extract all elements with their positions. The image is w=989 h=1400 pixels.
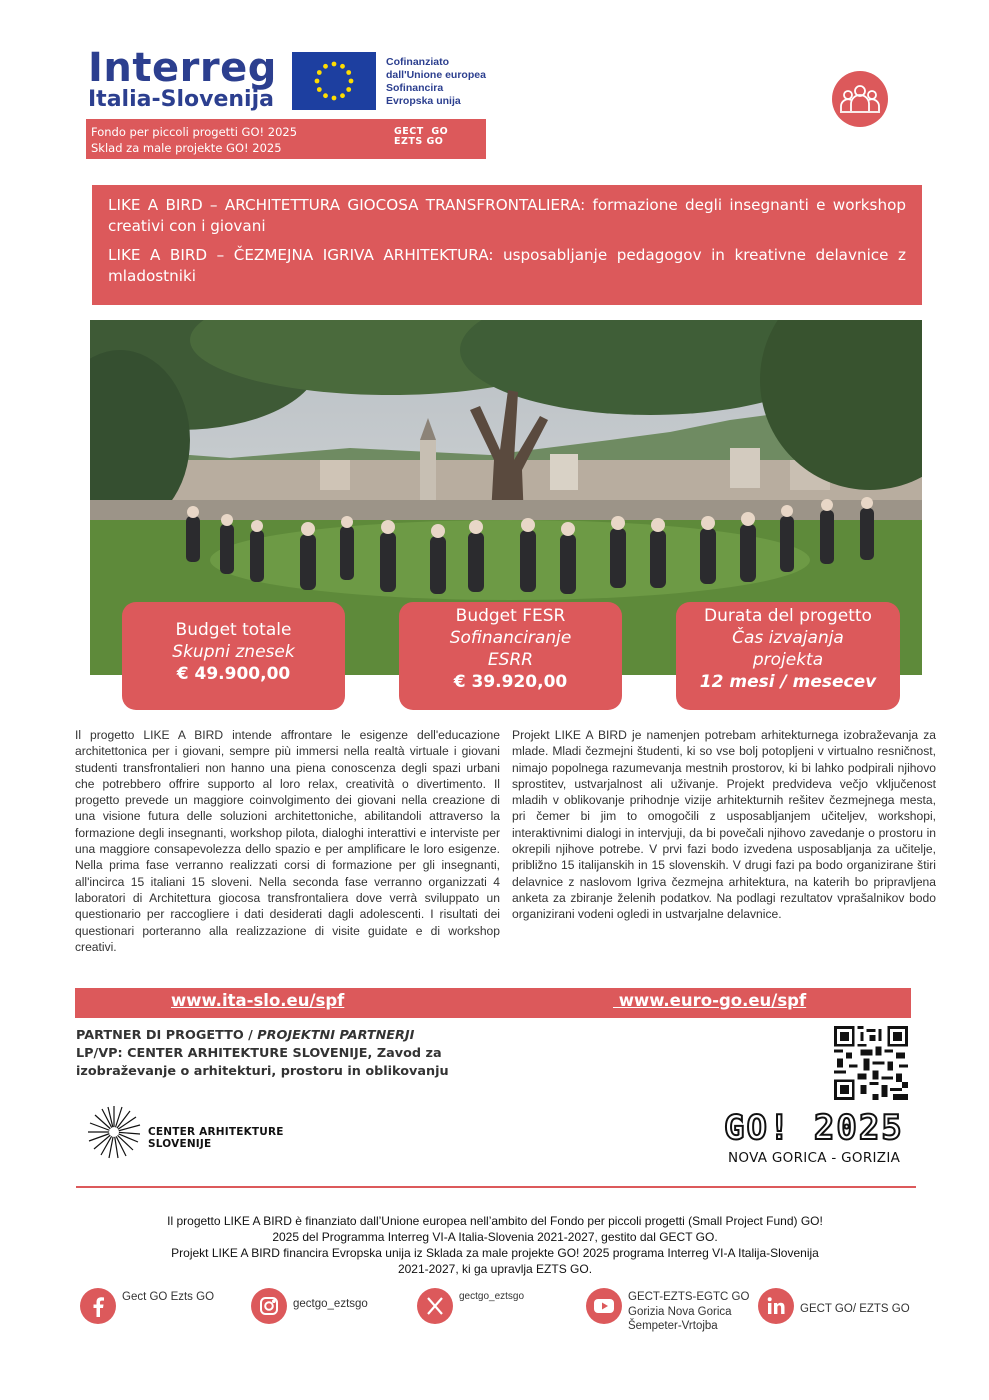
partners-heading-sl: PROJEKTNI PARTNERJI — [257, 1028, 415, 1043]
lead-partner-line: izobraževanje o arhitekturi, prostoru in oblikovanju — [76, 1064, 449, 1079]
funding-note-line: 2021-2027, ki ga upravlja EZTS GO. — [397, 1262, 593, 1276]
description-italian: Il progetto LIKE A BIRD intende affrontare le esigenze dell'educazione architettonica per i giovani, sempre più immersi nella realtà virtuale i giovani studenti transfrontalieri non hanno una piena conoscenza degli spazi urbani che potrebbero offrire supporto al loro relax, creatività o divertimento. Il progetto prevede un maggiore coinvolgimento dei giovani nella creazione di una visione futura delle soluzioni architettoniche, abilitandoli attraverso la formazione degli insegnanti, workshop pilota, dialoghi interattivi e interviste per una maggiore consapevolezza dello spazio e per amplificare le loro esigenze. Nella prima fase verranno realizzati corsi di formazione per gli insegnanti, all'incirca 15 italiani 15 sloveni. Nella seconda fase verranno organizzati 4 laboratori di Architettura giocosa transfrontaliera dove verrà sviluppato un questionario per raccogliere i dati desiderati dagli adolescenti. I risultati dei questionari porteranno alla realizzazione di visite guidate e di workshop creativi. — [75, 728, 500, 954]
social-label-line: gectgo_eztsgo — [459, 1291, 525, 1302]
social-label-line: Gorizia Nova Gorica — [628, 1305, 732, 1318]
link-bar — [75, 988, 911, 1018]
gect-go-logo — [394, 127, 448, 147]
center-arhitekture-name: CENTER ARHITEKTURE SLOVENIJE — [148, 1126, 284, 1150]
youtube-icon[interactable] — [586, 1288, 622, 1324]
social-label-line: Gect GO Ezts GO — [122, 1291, 215, 1303]
social-linkedin[interactable] — [758, 1288, 918, 1338]
social-x[interactable] — [417, 1288, 567, 1338]
gect-line: EZTS GO — [394, 136, 444, 147]
people-group-icon — [832, 71, 888, 127]
duration-card — [676, 602, 900, 710]
x-icon[interactable] — [417, 1288, 453, 1324]
card-subtitle: Čas izvajanja — [732, 628, 844, 648]
interreg-wordmark: Interreg — [88, 45, 277, 91]
title-italian: LIKE A BIRD – ARCHITETTURA GIOCOSA TRANSFRONTALIERA: formazione degli insegnanti e workshop creativi con i giovani — [108, 196, 906, 235]
go-2025-title: GO! 2025 — [724, 1108, 904, 1148]
card-value: 12 mesi / mesecev — [699, 672, 877, 692]
cofinance-line: Evropska unija — [386, 95, 461, 107]
center-arhitekture-logo — [86, 1104, 346, 1164]
budget-fesr-card — [399, 602, 622, 710]
cofinance-text — [386, 56, 486, 108]
social-linkedin-label — [800, 1302, 910, 1317]
euro-go-link[interactable]: www.euro-go.eu/spf — [613, 991, 807, 1010]
social-label-line: gectgo_eztsgo — [293, 1298, 368, 1310]
social-label-line: GECT-EZTS-EGTC GO — [628, 1291, 750, 1303]
instagram-icon[interactable] — [251, 1288, 287, 1324]
lead-partner-line: LP/VP: CENTER ARHITEKTURE SLOVENIJE, Zavod za — [76, 1046, 442, 1061]
funding-note-line: Il progetto LIKE A BIRD è finanziato dall’Unione europea nell’ambito del Fondo per piccoli progetti (Small Project Fund) GO! — [167, 1214, 823, 1228]
funding-note — [120, 1213, 870, 1277]
card-subtitle: Skupni znesek — [172, 642, 295, 662]
go-2025-logo — [722, 1108, 917, 1170]
card-title: Budget FESR — [455, 606, 566, 626]
social-youtube-label — [628, 1290, 749, 1334]
social-facebook[interactable] — [80, 1288, 230, 1338]
social-instagram[interactable] — [251, 1288, 401, 1338]
partners-heading — [76, 1027, 449, 1045]
cofinance-line: Sofinancira — [386, 82, 444, 94]
card-value: € 39.920,00 — [453, 672, 568, 692]
cofinance-line: dall'Unione europea — [386, 69, 486, 81]
partners-heading-it: PARTNER DI PROGETTO / — [76, 1028, 258, 1043]
linkedin-icon[interactable] — [758, 1288, 794, 1324]
fund-line: Fondo per piccoli progetti GO! 2025 — [91, 125, 298, 139]
fund-banner — [86, 119, 486, 159]
card-title: Durata del progetto — [704, 606, 872, 626]
card-value: € 49.900,00 — [176, 664, 291, 684]
fund-line: Sklad za male projekte GO! 2025 — [91, 141, 282, 155]
budget-total-card — [122, 602, 345, 710]
card-subtitle: ESRR — [487, 650, 534, 670]
title-slovenian: LIKE A BIRD – ČEZMEJNA IGRIVA ARHITEKTURA: usposabljanje pedagogov in kreativne delavnice z mladostniki — [108, 246, 906, 285]
social-instagram-label — [293, 1297, 368, 1312]
eu-flag-icon — [292, 52, 376, 110]
social-youtube[interactable] — [586, 1288, 756, 1338]
program-region: Italia-Slovenija — [88, 87, 274, 112]
project-partners — [76, 1027, 449, 1081]
facebook-icon[interactable] — [80, 1288, 116, 1324]
card-title: Budget totale — [175, 620, 292, 640]
funding-note-line: Projekt LIKE A BIRD financira Evropska unija iz Sklada za male projekte GO! 2025 programa Interreg VI-A Italija-Slovenija — [171, 1246, 819, 1260]
card-subtitle: Sofinanciranje — [449, 628, 572, 648]
ita-slo-link[interactable]: www.ita-slo.eu/spf — [171, 991, 345, 1010]
description-slovenian: Projekt LIKE A BIRD je namenjen potrebam arhitekturnega izobraževanja za mlade. Mladi čezmejni študenti, ki so vse bolj potopljeni v virtualno resničnost, nimajo popolnega razumevanja mestnih prostorov, ki bi lahko podpirali njihovo sprostitev, ustvarjalnost ali uživanje. Projekt predvideva večjo vključenost mladih v oblikovanje prihodnje vizije arhitekturnih rešitev čezmejnega mesta, pri čemer bi jim to omogočili z usposabljanjem učiteljev, workshopi, interaktivnimi dialogi in intervjuji, da bi povečali njihovo zavedanje o prostoru in okrepili njihove potrebe. V prvi fazi bodo izvedena usposabljanja za učitelje, približno 15 italijanskih in 15 slovenskih. V drugi fazi pa bodo organizirane štiri delavnice z naslovom Igriva čezmejna arhitektura, na katerih bo pripravljena anketa za zbiranje želenih podatkov. Na podlagi rezultatov vprašalnikov bodo organizirani vodeni ogledi in ustvarjalne delavnice. — [512, 728, 936, 922]
social-x-label — [459, 1290, 524, 1305]
sunburst-icon — [86, 1104, 142, 1160]
go-2025-subtitle: NOVA GORICA - GORIZIA — [728, 1150, 901, 1166]
cofinance-line: Cofinanziato — [386, 56, 449, 68]
social-label-line: Šempeter-Vrtojba — [628, 1320, 718, 1332]
gect-line: GECT GO — [394, 126, 449, 137]
interreg-logo — [86, 44, 486, 159]
funding-note-line: 2025 del Programma Interreg VI-A Italia-Slovenia 2021-2027, gestito dal GECT GO. — [272, 1230, 718, 1244]
project-title-banner — [92, 185, 922, 305]
social-facebook-label — [122, 1290, 214, 1305]
divider — [76, 1186, 916, 1188]
social-label-line: GECT GO/ EZTS GO — [800, 1303, 910, 1315]
qr-code-icon[interactable] — [834, 1026, 908, 1100]
card-subtitle: projekta — [752, 650, 824, 670]
